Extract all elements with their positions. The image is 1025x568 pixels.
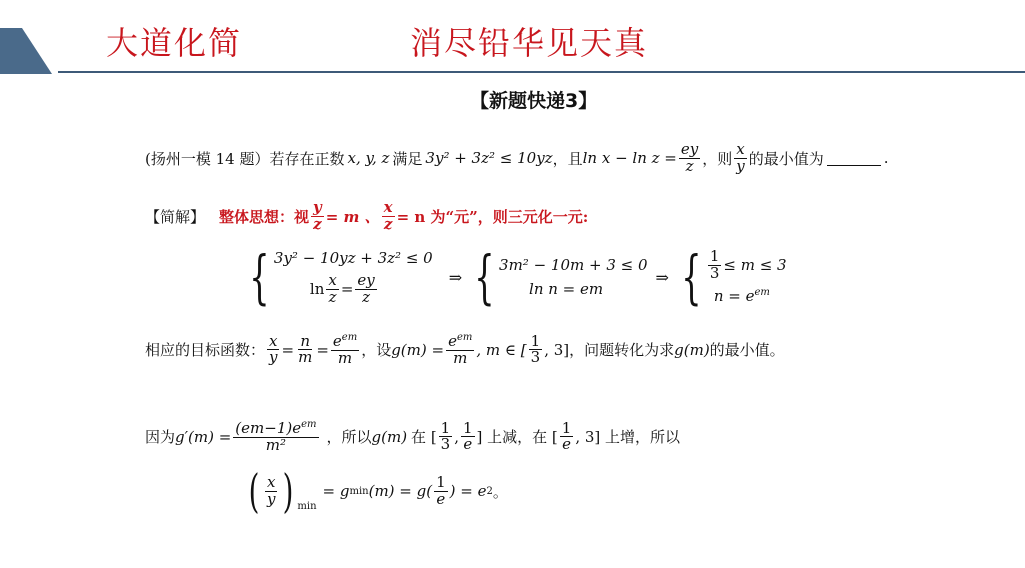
exponent: em [456,332,473,343]
fraction-denominator: m² [265,435,287,454]
problem-ln-fraction [679,142,700,175]
right-paren-icon: ) [283,464,294,518]
x-over-y [265,472,277,508]
system-rows [706,246,787,306]
header-divider [58,71,1025,73]
decreasing-close: ] 上减，在 [ [476,428,558,447]
e-base: e [448,332,457,350]
min-subscript: min [349,485,369,497]
fraction-denominator: z [313,214,322,233]
implies-arrow-icon: ⇒ [448,267,463,287]
left-brace-icon: { [681,243,702,311]
range-text: ≤ m ≤ 3 [723,256,787,274]
left-brace-icon: { [249,243,270,311]
g-of-m: g(m) [371,427,408,446]
problem-statement [145,142,889,175]
min-subscript: min [297,501,317,512]
fraction-denominator: 3 [440,435,451,454]
result-end: ) = e [449,482,487,500]
n-eq: = n 为“元”，则三元化一元: [396,207,589,226]
x-over-z [326,270,338,306]
fraction-denominator: y [736,156,745,175]
increasing-text: , 3] 上增，所以 [575,428,681,447]
problem-ln-expr: ln x − ln z = [582,149,677,168]
g-of-m: g(m) [674,340,710,359]
problem-end: . [883,149,889,168]
n-fraction [382,200,395,233]
slide-title-right: 消尽铅华见天真 [410,24,649,62]
fraction-numerator: 1 [440,418,451,437]
result-eq: = g [322,482,350,500]
system-row: 3y² − 10yz + 3z² ≤ 0 [273,248,433,267]
g-prime: g′(m) = [175,427,232,446]
problem-vars: x, y, z [347,149,390,168]
fraction-denominator: z [383,214,393,233]
g-definition: g(m) = [391,340,445,359]
slide-title-left: 大道化简 [106,24,243,62]
system-rows [274,249,433,306]
idea-prefix: 整体思想：视 [219,207,310,226]
one-over-e [560,418,574,454]
fraction-denominator: 3 [530,348,541,367]
result-line [245,464,508,518]
equals: = [340,280,354,298]
fraction-numerator: 1 [530,331,541,350]
fraction-denominator: e [562,435,572,454]
fraction-denominator: y [269,348,278,367]
answer-blank [827,151,881,166]
fraction-denominator: z [328,287,337,306]
set-label: ，设 [361,341,392,360]
fraction-denominator: m [298,348,313,367]
solution-label: 【简解】 [145,207,206,226]
n-equals-e: n = e [713,287,755,306]
system-row [706,246,787,282]
fraction-numerator: 1 [561,418,572,437]
m-eq: = m 、 [325,207,380,226]
target-label: 相应的目标函数： [145,341,266,360]
problem-and: ，且 [552,149,583,168]
problem-then: ，则 [702,149,733,168]
section-heading: 【新题快递3】 [470,90,598,112]
fraction-numerator: n [300,331,311,350]
solution-idea [145,200,588,233]
left-paren-icon: ( [248,464,260,518]
one-over-e [461,418,475,454]
fraction-denominator: e [463,435,473,454]
one-over-e [434,472,448,508]
g-fraction [446,333,474,367]
fraction-numerator: x [328,270,337,289]
target-function-line [145,333,785,367]
fraction-numerator: x [383,198,393,216]
n-over-m [296,331,314,367]
exponent: em [301,419,317,430]
fraction-numerator: x [266,472,276,491]
one-third [708,246,722,282]
problem-ask: 的最小值为 [748,149,824,168]
implies-arrow-icon: ⇒ [655,267,669,287]
period: 。 [492,482,508,501]
fraction-numerator: 1 [436,472,446,491]
convert-text: ，问题转化为求 [569,341,675,360]
fraction-numerator: 1 [709,246,720,265]
fraction-denominator: y [266,489,276,508]
fraction-numerator: y [313,198,322,216]
ln-label: ln [309,280,325,298]
exponent: 2 [486,485,493,497]
one-third [439,418,453,454]
comma: , [454,427,459,446]
fraction-numerator: x [736,140,745,158]
system-row: ln n = em [529,280,604,298]
corner-decoration [0,28,52,74]
derivative-fraction [233,420,318,454]
fraction-numerator: x [269,331,278,350]
problem-cond-label: 满足 [392,149,423,168]
system-row: 3m² − 10m + 3 ≤ 0 [499,256,648,274]
exponent: em [754,287,770,299]
fraction-numerator: 1 [463,418,473,437]
e-base: e [332,332,342,350]
one-third [529,331,543,367]
m-fraction [311,200,324,233]
system-row [274,270,433,306]
range-close: , 3] [544,340,570,359]
x-over-y [267,331,279,367]
e-em-over-m [331,333,359,367]
problem-condition: 3y² + 3z² ≤ 10yz [425,149,553,168]
system-row [706,287,787,305]
problem-prefix: (扬州一模 14 题）若存在正数 [145,149,345,168]
fraction-denominator: e [436,489,446,508]
derivative-numerator: (em−1)e [235,419,302,437]
min-text: 的最小值。 [709,341,785,360]
fraction-denominator: z [362,287,371,306]
so-label: ，所以 [326,428,372,447]
exponent: em [341,332,358,343]
because-label: 因为 [145,428,176,447]
equals: = [316,340,329,359]
derivative-line [145,420,680,454]
problem-ratio [734,142,746,175]
fraction-denominator: m [453,348,468,367]
system-rows [499,256,648,298]
fraction-denominator: z [685,156,694,175]
fraction-numerator: ey [680,140,699,158]
fraction-denominator: 3 [709,263,720,282]
range-open: , m ∈ [ [476,340,527,359]
fraction-numerator: ey [357,270,375,289]
decreasing-open: 在 [ [411,428,437,447]
equation-system-1 [245,243,787,311]
ey-over-z [355,270,376,306]
fraction-denominator: m [337,348,353,367]
left-brace-icon: { [474,243,495,311]
result-rest: (m) = g( [368,482,433,500]
solution-idea-text [219,200,588,233]
equals: = [281,340,295,359]
